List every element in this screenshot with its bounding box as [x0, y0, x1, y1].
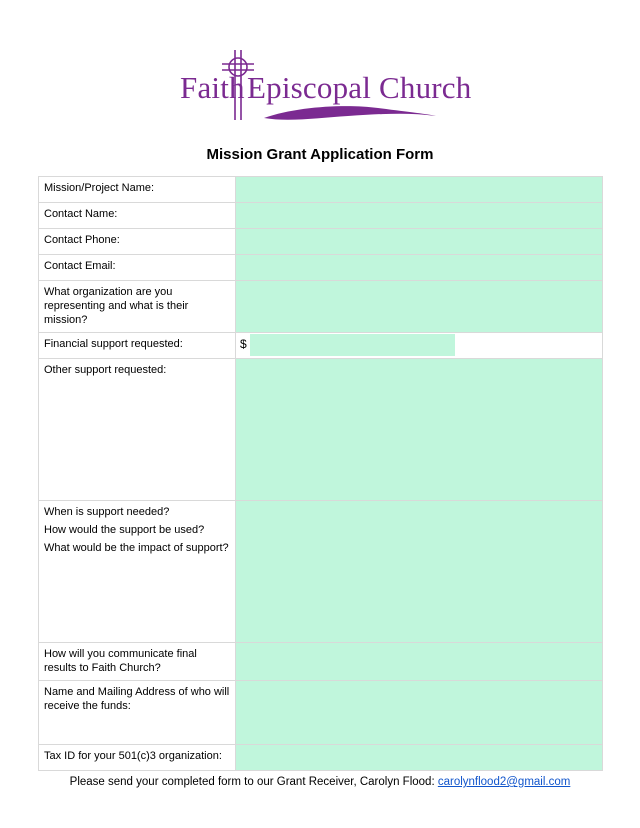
footer-text: Please send your completed form to our Grant Receiver, Carolyn Flood:	[69, 776, 438, 788]
label-organization: What organization are you representing and what is their mission?	[39, 281, 236, 333]
label-tax-id: Tax ID for your 501(c)3 organization:	[39, 745, 236, 771]
input-mission-name[interactable]	[236, 177, 603, 203]
footer-note	[0, 776, 640, 788]
page-title: Mission Grant Application Form	[206, 146, 434, 163]
label-how-used: How would the support be used?	[44, 524, 205, 536]
label-mailing-address: Name and Mailing Address of who will receive the funds:	[39, 681, 236, 745]
input-other-support[interactable]	[236, 359, 603, 501]
application-form	[38, 176, 603, 771]
label-support-details	[39, 501, 236, 643]
label-other-support: Other support requested:	[39, 359, 236, 501]
label-contact-email: Contact Email:	[39, 255, 236, 281]
input-contact-phone[interactable]	[236, 229, 603, 255]
dollar-sign: $	[240, 337, 247, 351]
input-financial-support[interactable]	[250, 334, 455, 356]
label-mission-name: Mission/Project Name:	[39, 177, 236, 203]
label-contact-name: Contact Name:	[39, 203, 236, 229]
label-communicate-results: How will you communicate final results to Faith Church?	[39, 643, 236, 681]
financial-support-cell	[236, 333, 603, 359]
label-financial-support: Financial support requested:	[39, 333, 236, 359]
input-communicate-results[interactable]	[236, 643, 603, 681]
logo-word-episcopal-church: Episcopal Church	[247, 70, 472, 105]
label-contact-phone: Contact Phone:	[39, 229, 236, 255]
input-support-details[interactable]	[236, 501, 603, 643]
church-logo	[0, 48, 640, 130]
input-tax-id[interactable]	[236, 745, 603, 771]
input-organization[interactable]	[236, 281, 603, 333]
logo-word-faith: Faith	[180, 70, 245, 105]
input-contact-email[interactable]	[236, 255, 603, 281]
label-when-needed: When is support needed?	[44, 506, 170, 518]
input-contact-name[interactable]	[236, 203, 603, 229]
input-mailing-address[interactable]	[236, 681, 603, 745]
label-impact: What would be the impact of support?	[44, 542, 229, 554]
email-link[interactable]: carolynflood2@gmail.com	[437, 776, 571, 788]
